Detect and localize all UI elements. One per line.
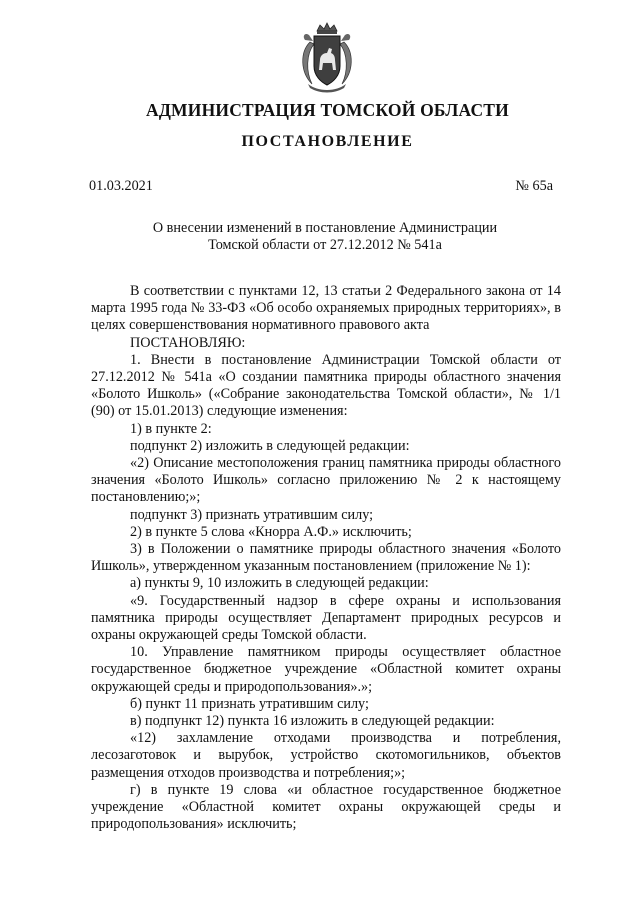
- body-paragraph: В соответствии с пунктами 12, 13 статьи 2 Федерального закона от 14 марта 1995 года № 33-ФЗ «Об особо охраняемых природных территориях», в целях совершенствования нормативного правового акта: [91, 283, 561, 334]
- subject-line: О внесении изменений в постановление Администрации: [152, 220, 498, 236]
- subject-line: Томской области от 27.12.2012 № 541а: [208, 237, 442, 253]
- body-paragraph: «2) Описание местоположения границ памятника природы областного значения «Болото Ишколь» согласно приложению № 2 к настоящему постановлению;»;: [91, 455, 561, 506]
- document-body: [91, 283, 561, 834]
- body-paragraph: «12) захламление отходами производства и потребления, лесозаготовок и вырубок, устройство скотомогильников, объектов размещения отходов производства и потребления;»;: [91, 730, 561, 781]
- body-paragraph: 1. Внести в постановление Администрации Томской области от 27.12.2012 № 541а «О создании памятника природы областного значения «Болото Ишколь» («Собрание законодательства Томской области», № 1/1 (90) от 15.01.2013) следующие изменения:: [91, 351, 561, 420]
- body-paragraph: подпункт 3) признать утратившим силу;: [130, 506, 374, 523]
- body-paragraph: 2) в пункте 5 слова «Кнорра А.Ф.» исключить;: [130, 523, 412, 540]
- body-paragraph: подпункт 2) изложить в следующей редакции:: [130, 437, 410, 454]
- body-paragraph: в) подпункт 12) пункта 16 изложить в следующей редакции:: [130, 713, 495, 730]
- body-paragraph: б) пункт 11 признать утратившим силу;: [130, 695, 369, 712]
- document-number: № 65а: [515, 178, 553, 194]
- organization-title: АДМИНИСТРАЦИЯ ТОМСКОЙ ОБЛАСТИ: [145, 100, 509, 120]
- document-subject: [120, 220, 530, 254]
- body-paragraph: «9. Государственный надзор в сфере охраны и использования памятника природы осуществляет Департамент природных ресурсов и охраны окружающей среды Томской области.: [91, 592, 561, 644]
- body-paragraph: г) в пункте 19 слова «и областное государственное бюджетное учреждение «Областной комитет охраны окружающей среды и природопользования» исключить;: [91, 781, 561, 833]
- body-paragraph: а) пункты 9, 10 изложить в следующей редакции:: [130, 575, 429, 592]
- body-paragraph: 1) в пункте 2:: [130, 420, 212, 437]
- coat-of-arms-icon: [296, 22, 358, 94]
- body-paragraph: 10. Управление памятником природы осуществляет областное государственное бюджетное учреждение «Областной комитет охраны окружающей среды и природопользования».»;: [91, 644, 561, 695]
- document-type-title: ПОСТАНОВЛЕНИЕ: [241, 133, 414, 150]
- document-date: 01.03.2021: [89, 178, 153, 194]
- resolution-heading: ПОСТАНОВЛЯЮ:: [130, 334, 246, 351]
- body-paragraph: 3) в Положении о памятнике природы областного значения «Болото Ишколь», утвержденном указанным постановлением (приложение № 1):: [91, 541, 561, 575]
